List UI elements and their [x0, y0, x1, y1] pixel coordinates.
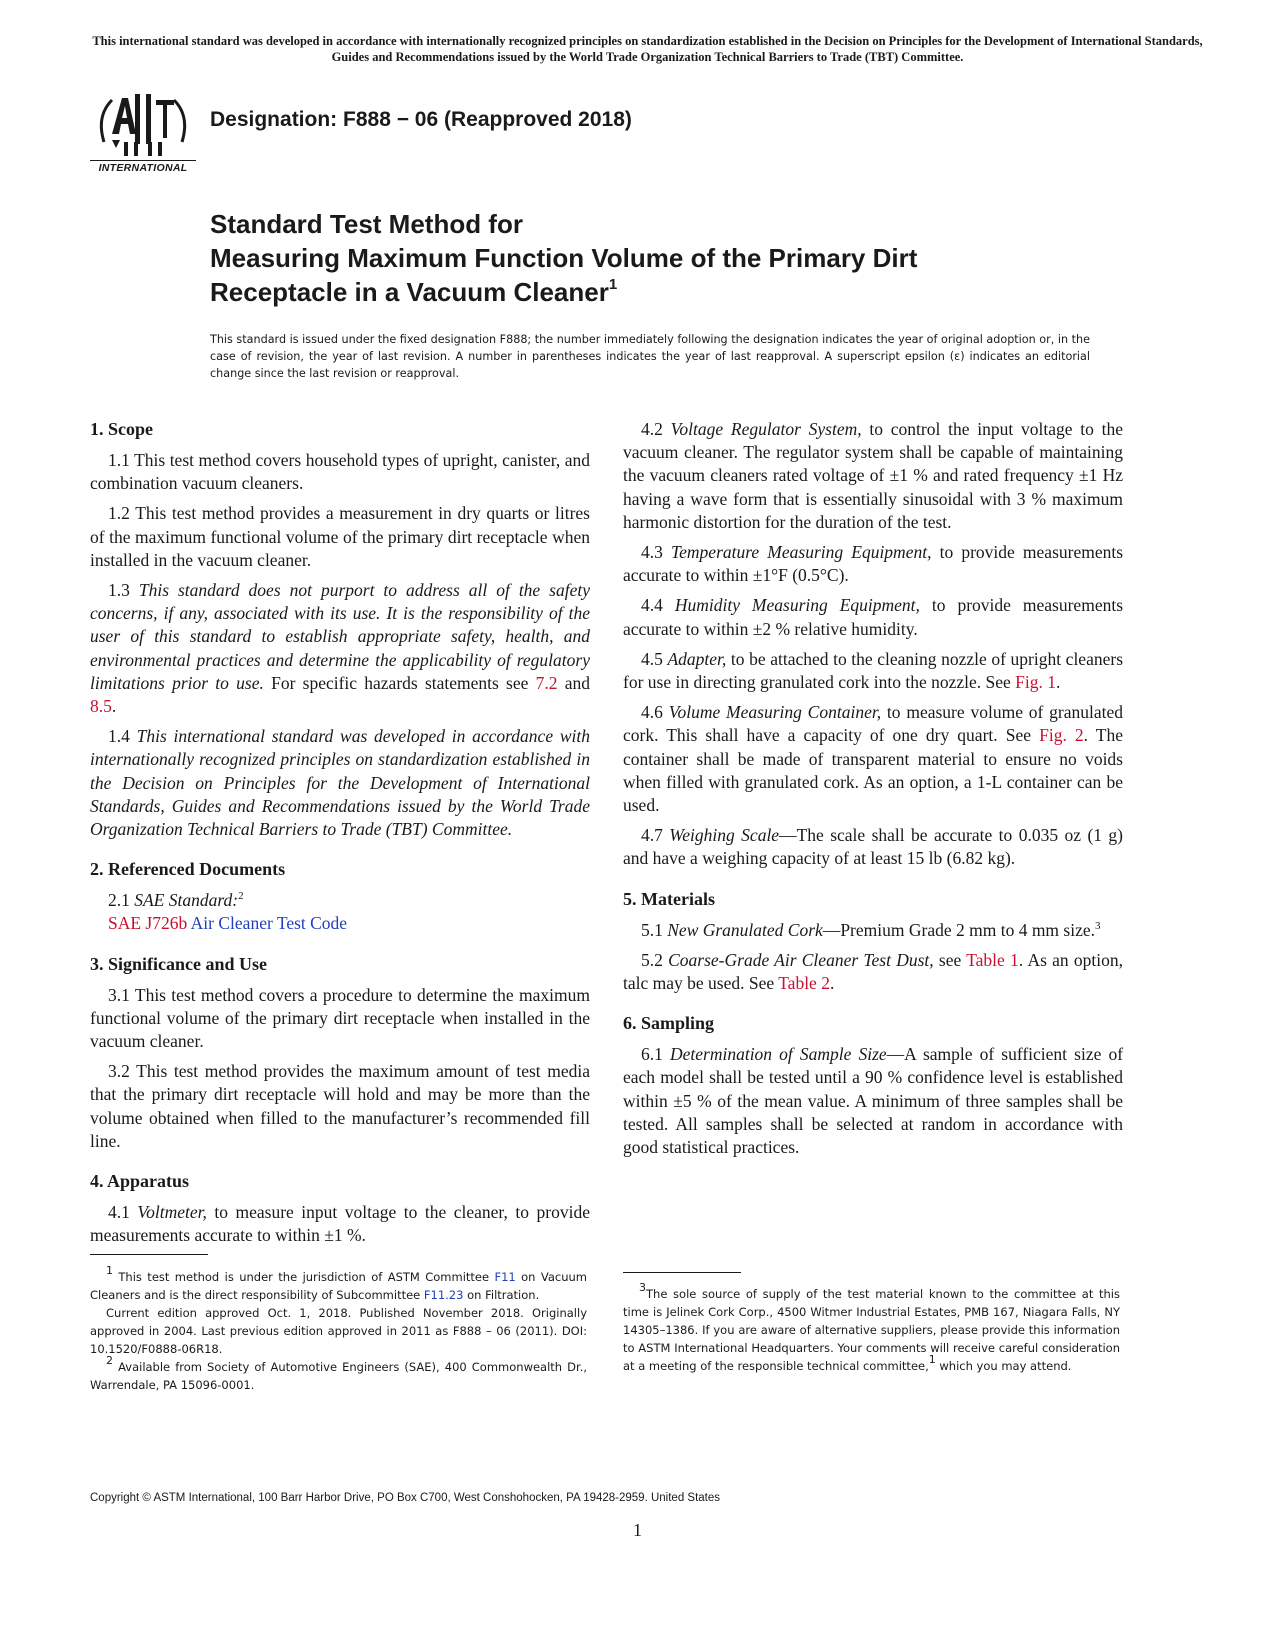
- link-fig-1[interactable]: Fig. 1: [1015, 672, 1057, 693]
- para-text: see: [938, 949, 962, 970]
- para-text: —A sample of sufficient size of each model shall be tested until a 90 % confidence level is established within ±5 % of the mean value. A minimum of three samples shall be tested. All samples shall be selected at random in accordance with good statistical practices.: [623, 1044, 1124, 1158]
- footnote-edition: Current edition approved Oct. 1, 2018. Published November 2018. Originally approved in 2004. Last previous edition approved in 2011 as F888 – 06 (2011). DOI: 10.1520/F0888-06R18.: [90, 1306, 587, 1356]
- para-number: 4.5: [641, 648, 663, 669]
- footnote-text: The sole source of supply of the test material known to the committee at this time is Jelinek Cork Corp., 4500 Witmer Industrial Estates, PMB 167, Niagara Falls, NY 14305–1386. If you are aware of alternative suppliers, please provide this information to ASTM International Headquarters. Your comments will receive careful consideration at a meeting of the responsible technical committee,: [623, 1287, 1120, 1373]
- para-number: 1.3: [108, 580, 130, 601]
- para-text: to measure volume of granulated cork. This shall have a capacity of one dry quart. See: [623, 702, 1124, 746]
- para-number: 4.1: [108, 1202, 130, 1223]
- paragraph-4-2: [623, 418, 1123, 534]
- para-text: to provide measurements accurate to within ±1°F (0.5°C).: [623, 542, 1124, 586]
- para-text: and: [564, 672, 591, 693]
- para-number: 2.1: [108, 890, 130, 911]
- link-air-cleaner-test-code[interactable]: Air Cleaner Test Code: [190, 913, 348, 934]
- footnote-mark-3[interactable]: 3: [1095, 919, 1101, 932]
- para-italic: Weighing Scale: [669, 825, 780, 846]
- footnotes-left: [90, 1264, 588, 1394]
- para-number: 4.2: [641, 419, 663, 439]
- para-number: 4.3: [641, 542, 663, 563]
- paragraph-6-1: [623, 1043, 1123, 1159]
- title-footnote-mark[interactable]: 1: [608, 276, 618, 293]
- paragraph-4-3: [623, 541, 1123, 587]
- logo-wordmark: INTERNATIONAL: [90, 160, 196, 174]
- para-text: to control the input voltage to the vacuum cleaner. The regulator system shall be capable of maintaining the vacuum cleaners rated voltage of ±1 % and rated frequency ±1 Hz having a wave form that is essentially sinusoidal with 3 % maximum harmonic distortion for the duration of the test.: [623, 419, 1124, 532]
- footnote-2: [90, 1354, 588, 1394]
- link-table-2[interactable]: Table 2: [778, 973, 830, 994]
- link-section-7-2[interactable]: 7.2: [535, 672, 558, 693]
- international-text: This international standard was developed in accordance with internationally recognized principles on standardization established in the Decision on Principles for the Development of International Standards, Guides and Recommendations issued by the World Trade Organization Technical Barriers to Trade (TBT) Committee.: [90, 726, 591, 840]
- section-heading-scope: 1. Scope: [90, 419, 153, 439]
- footnotes-right: [623, 1281, 1120, 1375]
- sae-reference: [90, 912, 590, 935]
- title-line-3-text: Receptacle in a Vacuum Cleaner: [210, 277, 609, 307]
- left-column: [90, 418, 590, 1254]
- page-number: 1: [633, 1520, 642, 1540]
- para-text: . The container shall be made of transparent material to ensure no voids when filled with granulated cork. As an option, a 1-L container can be used.: [623, 725, 1124, 816]
- paragraph-1-4: [90, 725, 590, 841]
- paragraph-3-1: 3.1 This test method covers a procedure to determine the maximum functional volume of the primary dirt receptacle when installed in the vacuum cleaner.: [90, 984, 590, 1052]
- title-line-1: Standard Test Method for: [210, 209, 523, 239]
- footnote-text: Available from Society of Automotive Engineers (SAE), 400 Commonwealth Dr., Warrendale, PA 15096-0001.: [90, 1360, 588, 1392]
- paragraph-5-2: [623, 949, 1123, 995]
- para-italic: Determination of Sample Size: [669, 1044, 887, 1065]
- paragraph-3-2: 3.2 This test method provides the maximum amount of test media that the primary dirt receptacle will hold and may be more than the volume obtained when filled to the manufacturer’s recommended fill line.: [90, 1061, 590, 1151]
- issue-note: This standard is issued under the fixed designation F888; the number immediately following the designation indicates the year of original adoption or, in the case of revision, the year of last revision. A number in parentheses indicates the year of last reapproval. A superscript epsilon (ε) indicates an editorial change since the last revision or reapproval.: [210, 333, 1090, 380]
- para-italic: Voltmeter,: [137, 1202, 207, 1223]
- footnote-1: [90, 1264, 587, 1304]
- para-text: —The scale shall be accurate to 0.035 oz (1 g) and have a weighing capacity of at least 15 lb (6.82 kg).: [623, 825, 1124, 869]
- para-number: 6.1: [641, 1044, 663, 1065]
- link-section-8-5[interactable]: 8.5: [90, 696, 112, 717]
- right-column: [623, 418, 1123, 1166]
- para-number: 1.4: [108, 726, 130, 747]
- document-title: [210, 207, 1110, 309]
- designation: Designation: F888 − 06 (Reapproved 2018): [210, 108, 632, 131]
- para-text: . As an option, talc may be used. See: [623, 949, 1124, 994]
- title-line-3: [210, 275, 1110, 309]
- footnote-mark-2[interactable]: 2: [238, 890, 244, 903]
- para-text: —Premium Grade 2 mm to 4 mm size.: [822, 919, 1095, 940]
- footnote-divider-right: [623, 1272, 741, 1273]
- footnote-3: [623, 1281, 1120, 1375]
- section-heading-sampling: 6. Sampling: [623, 1013, 715, 1034]
- para-italic: Temperature Measuring Equipment,: [671, 542, 932, 563]
- footnote-number: 1: [106, 1264, 113, 1277]
- para-number: 4.6: [641, 702, 663, 723]
- para-text: to be attached to the cleaning nozzle of upright cleaners for use in directing granulated cork into the nozzle. See: [623, 648, 1123, 693]
- section-heading-materials: 5. Materials: [623, 888, 715, 909]
- para-number: 4.7: [641, 825, 663, 846]
- paragraph-5-1: [623, 919, 1123, 942]
- footnote-number: 3: [639, 1281, 646, 1294]
- title-line-2: Measuring Maximum Function Volume of the Primary Dirt: [210, 243, 918, 273]
- paragraph-1-3: [90, 579, 590, 718]
- paragraph-2-1: [90, 889, 590, 912]
- para-text: For specific hazards statements see: [271, 672, 529, 693]
- para-text: .: [829, 973, 835, 994]
- paragraph-1-1: 1.1 This test method covers household types of upright, canister, and combination vacuum cleaners.: [90, 450, 590, 494]
- footnote-text: on Filtration.: [467, 1288, 540, 1302]
- para-italic: Voltage Regulator System,: [670, 419, 862, 439]
- link-subcommittee-f11-23[interactable]: F11.23: [423, 1288, 464, 1302]
- link-committee-f11[interactable]: F11: [494, 1270, 516, 1284]
- footnote-text: This test method is under the jurisdiction of ASTM Committee: [118, 1270, 490, 1284]
- paragraph-4-6: [623, 701, 1123, 817]
- footnote-ref[interactable]: 1: [928, 1353, 936, 1366]
- section-heading-referenced-documents: 2. Referenced Documents: [90, 859, 286, 880]
- para-number: 4.4: [641, 595, 663, 616]
- para-text: .: [1056, 672, 1061, 693]
- para-number: 5.2: [641, 949, 663, 970]
- link-sae-j726b[interactable]: SAE J726b: [108, 913, 188, 934]
- para-number: 5.1: [641, 919, 663, 940]
- astm-logo: [90, 86, 196, 176]
- para-italic: Coarse-Grade Air Cleaner Test Dust,: [668, 949, 934, 970]
- para-italic: SAE Standard:: [134, 890, 239, 911]
- para-italic: Humidity Measuring Equipment,: [674, 595, 920, 616]
- para-italic: Volume Measuring Container,: [668, 702, 882, 723]
- footnote-number: 2: [106, 1354, 113, 1367]
- trade-notice: This international standard was developed in accordance with internationally recognized principles on standardization established in the Decision on Principles for the Development of International Standards, Guides and Recommendations issued by the World Trade Organization Technical Barriers to Trade (TBT) Committee.: [92, 34, 1203, 64]
- para-text: .: [111, 696, 117, 717]
- para-italic: New Granulated Cork: [667, 919, 823, 940]
- link-fig-2[interactable]: Fig. 2: [1039, 725, 1084, 746]
- footnote-divider-left: [90, 1254, 208, 1255]
- para-text: to measure input voltage to the cleaner, to provide measurements accurate to within ±1 %.: [90, 1202, 590, 1246]
- paragraph-4-5: [623, 648, 1123, 694]
- paragraph-4-4: [623, 594, 1123, 640]
- section-heading-significance: 3. Significance and Use: [90, 953, 268, 974]
- paragraph-1-2: 1.2 This test method provides a measurement in dry quarts or litres of the maximum functional volume of the primary dirt receptacle when installed in the vacuum cleaner.: [90, 503, 590, 570]
- footnote-text: which you may attend.: [939, 1359, 1072, 1373]
- caveat-text: This standard does not purport to address all of the safety concerns, if any, associated with its use. It is the responsibility of the user of this standard to establish appropriate safety, health, and environmental practices and determine the applicability of regulatory limitations prior to use.: [90, 580, 591, 693]
- section-heading-apparatus: 4. Apparatus: [90, 1171, 190, 1192]
- para-text: to provide measurements accurate to within ±2 % relative humidity.: [623, 595, 1124, 639]
- copyright: Copyright © ASTM International, 100 Barr Harbor Drive, PO Box C700, West Conshohocken, PA 19428-2959. United States: [90, 1492, 721, 1504]
- para-italic: Adapter,: [667, 648, 727, 669]
- footnote-text: on Vacuum Cleaners and is the direct responsibility of Subcommittee: [90, 1270, 587, 1302]
- paragraph-4-7: [623, 824, 1123, 870]
- link-table-1[interactable]: Table 1: [966, 949, 1019, 970]
- astm-logo-icon: [90, 86, 196, 160]
- paragraph-4-1: [90, 1201, 590, 1247]
